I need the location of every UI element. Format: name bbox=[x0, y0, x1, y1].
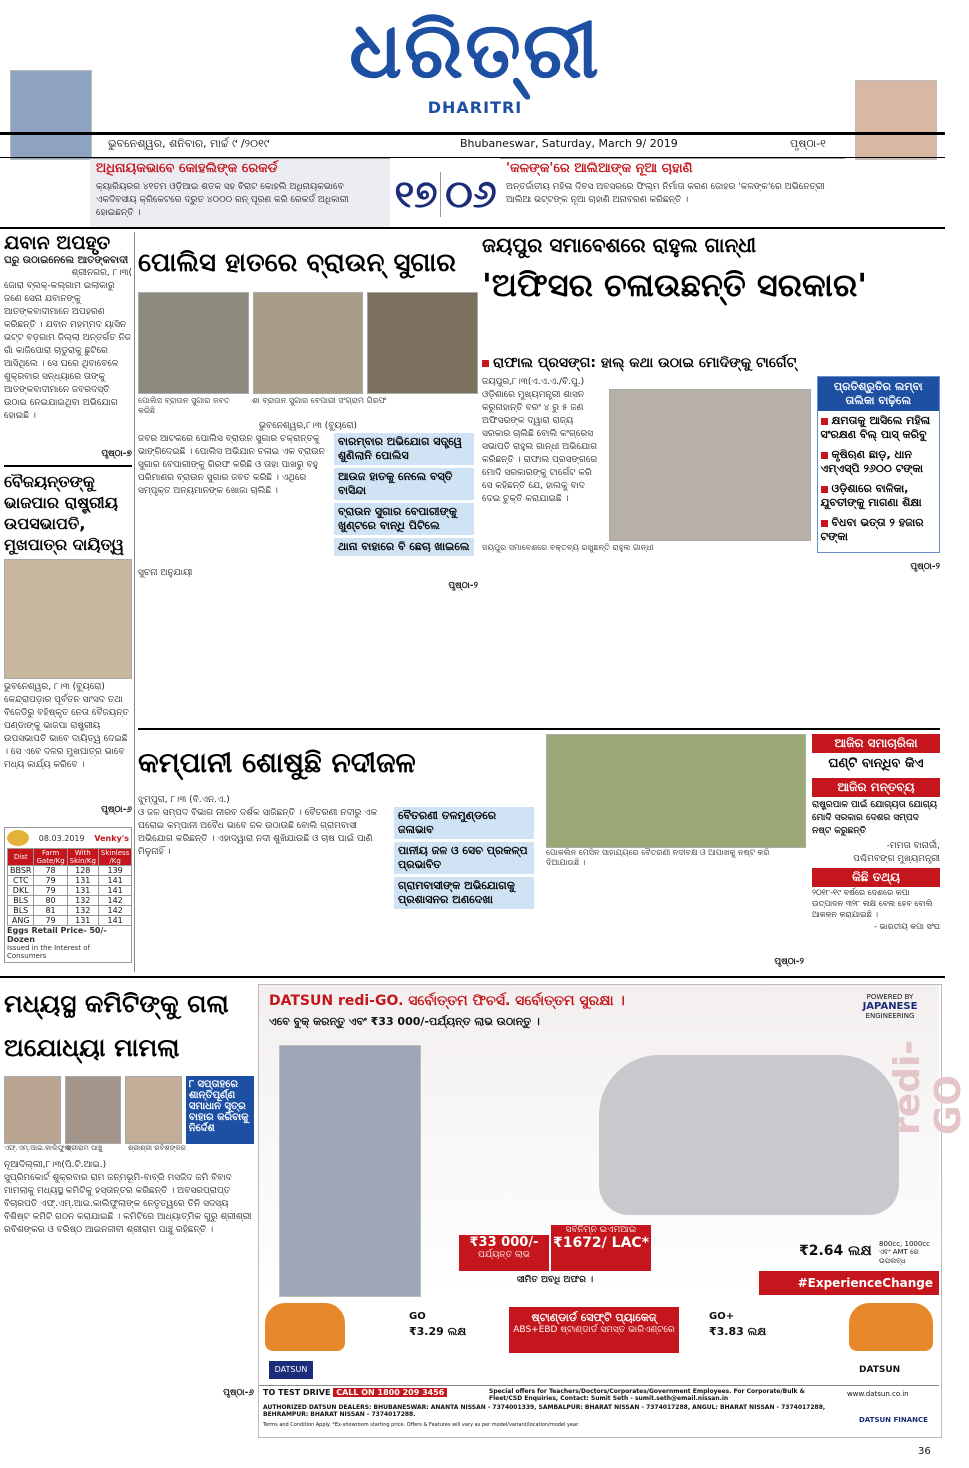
egg-table-cell: DKL bbox=[8, 886, 34, 896]
brown-sugar-photo-1 bbox=[138, 292, 249, 394]
panda-photo bbox=[4, 559, 132, 679]
company-highlight: ବୈତରଣୀ ତଳମୁଣ୍ଡରେ ଜଳାଭାବ bbox=[394, 807, 534, 839]
egg-rate-table bbox=[7, 848, 132, 926]
story2-dateline: ଭୁବନେଶ୍ୱର, ୮।୩ (ବ୍ୟୁରୋ) bbox=[4, 682, 105, 692]
fact-title: କିଛି ତଥ୍ୟ bbox=[812, 868, 940, 887]
egg-table-cell: 142 bbox=[98, 906, 131, 916]
story1-dateline: ଶ୍ରୀନଗର, ୮।୩( bbox=[71, 268, 132, 278]
engineering-label: ENGINEERING bbox=[865, 1012, 915, 1020]
egg-table-cell: 141 bbox=[98, 916, 131, 926]
rahul-kicker: ଜୟପୁର ସମାବେଶରେ ରାହୁଲ ଗାନ୍ଧୀ bbox=[482, 233, 757, 257]
egg-logo-icon bbox=[7, 830, 29, 846]
egg-table-row bbox=[8, 896, 132, 906]
quote-role: ପଶ୍ଚିମବଙ୍ଗ ମୁଖ୍ୟମନ୍ତ୍ରୀ bbox=[853, 854, 940, 864]
promo-left-page: ୧୭ bbox=[394, 172, 438, 216]
powered-label: POWERED BY bbox=[866, 993, 914, 1001]
egg-table-row bbox=[8, 866, 132, 876]
egg-table-cell: BLS bbox=[8, 896, 34, 906]
ayodhya-page-ref[interactable]: ପୃଷ୍ଠା-୬ bbox=[223, 1388, 254, 1398]
powered-by bbox=[847, 993, 933, 1020]
footer bbox=[0, 1446, 945, 1468]
special-offers: Special offers for Teachers/Doctors/Corporates/Government Employees. For Corporate/Bulk & Fleet/CSD Enquiries, Contact: Sumit Seth - sumit.seth@email.nissan.in bbox=[489, 1388, 805, 1402]
fact-text: ୨୦୧୮-୧୯ ବର୍ଷରେ ଦେଶରେ କପା ଉତ୍ପାଦନ ୩୨୮ ଲକ୍ଷ ବେଲ ହେବ ବୋଲି ଆକଳନ କରାଯାଇଛି । bbox=[812, 888, 933, 919]
brown-sugar-body: ଜବର ଆଟକରେ ପୋଲିସ ବ୍ରାଉନ ସୁଗାର ଚକ୍ରାନ୍ତକୁ ଭାଙ୍ଗିଦେଇଛି । ପୋଲିସ ଅଭିଯାନ ଚଳାଇ ଏକ ବ୍ରାଉନ ସୁଗାର ବେପାରୀଙ୍କୁ ଗିରଫ କରିଛି ଓ ତାହା ପାଖରୁ ବହୁ ପରିମାଣର ବ୍ରାଉନ ସୁଗାର ଜବତ କରିଛି । ଏଥିରେ ସମ୍ପୃକ୍ତ ଅନ୍ୟମାନଙ୍କ ଖୋଜା ଚାଲିଛି । bbox=[138, 434, 325, 496]
egg-table-cell: 79 bbox=[34, 876, 67, 886]
goplus-car-image bbox=[849, 1303, 933, 1351]
car-image bbox=[599, 1055, 899, 1215]
rahul-sidebar-item-text: ଓଡ଼ିଶାରେ ବାଳିକା, ଯୁବତୀଙ୍କୁ ମାଗଣା ଶିକ୍ଷା bbox=[820, 482, 922, 509]
egg-table-header: Skinless /Kg bbox=[98, 849, 131, 866]
test-drive bbox=[263, 1388, 447, 1397]
egg-footer: Eggs Retail Price- 50/-Dozen bbox=[7, 926, 107, 944]
website[interactable]: www.datsun.co.in bbox=[847, 1390, 909, 1398]
brown-sugar-story bbox=[138, 232, 478, 724]
brown-sugar-headline: ପୋଲିସ ହାତରେ ବ୍ରାଉନ୍ ସୁଗାର bbox=[138, 248, 457, 278]
logo bbox=[330, 6, 620, 126]
company-headline: କମ୍ପାନୀ ଶୋଷୁଛି ନଦୀଜଳ bbox=[138, 746, 416, 779]
ad-offer: ଏବେ ବୁକ୍ କରନ୍ତୁ ଏବଂ ₹33 000/-ପର୍ଯ୍ୟନ୍ତ ଲାଭ ଉଠାନ୍ତୁ । bbox=[269, 1015, 540, 1028]
company-caption: ପୋକଲିନ ମେସିନ ସାହାଯ୍ୟରେ ବୈତରଣୀ ନଦୀବକ୍ଷ ଓ ଆପାଖକୁ ନଷ୍ଟ କରି ଦିଆଯାଉଛି । bbox=[546, 848, 770, 867]
rahul-headline: 'ଅଫିସର ଚଳାଉଛନ୍ତି ସରକାର' bbox=[482, 266, 868, 304]
go-label: GO bbox=[409, 1311, 426, 1322]
kalifulla-photo bbox=[4, 1076, 61, 1144]
call-number[interactable]: CALL ON 1800 209 3456 bbox=[333, 1388, 447, 1397]
company-dateline: ଝୁମ୍ପୁରା, ୮।୩ (ବି.ଏନ.ଏ.) bbox=[138, 795, 230, 805]
company-highlight: ପାନୀୟ ଜଳ ଓ ସେଚ ପ୍ରକଳ୍ପ ପ୍ରଭାବିତ bbox=[394, 842, 534, 874]
go-car-image bbox=[265, 1303, 345, 1351]
rahul-body: ଓଡ଼ିଶାରେ ମୁଖ୍ୟମନ୍ତ୍ରୀ ଶାସନ କରୁନାହାନ୍ତି ବରଂ ୪ ରୁ ୫ ଜଣ ଅଫିସରଙ୍କ ଦ୍ୱାରା ରାଜ୍ୟ ସରକାର ଚାଲିଛି ବୋଲି କଂଗ୍ରେସ ସଭାପତି ରାହୁଲ ଗାନ୍ଧୀ ଅଭିଯୋଗ କରିଛନ୍ତି । ରାଫାଲ ପ୍ରସଙ୍ଗରେ ମୋଦି ସରକାରଙ୍କୁ ଟାର୍ଗେଟ କରି ସେ କହିଛନ୍ତି ଯେ, ହାଲକୁ ବାଦ ଦେଇ ଚୁକ୍ତି କରାଯାଇଛି । bbox=[482, 390, 598, 504]
ayodhya-body: ସୁପ୍ରିମକୋର୍ଟ ଶୁକ୍ରବାର ରାମ ଜନ୍ମଭୂମି-ବାବ୍ରି ମସଜିଦ ଜମି ବିବାଦ ମାମଲାକୁ ମଧ୍ୟସ୍ଥ କମିଟିକୁ ହସ୍ତାନ୍ତର କରିଛନ୍ତି । ଅବସରପ୍ରାପ୍ତ ବିଚାରପତି ଏଫ୍.ଏମ୍.ଆଇ.କାଲିଫୁଲାଙ୍କ ନେତୃତ୍ୱରେ ତିନି ସଦସ୍ୟ ବିଶିଷ୍ଟ କମିଟି ଗଠନ କରାଯାଇଛି । କମିଟିରେ ଆଧ୍ୟାତ୍ମିକ ଗୁରୁ ଶ୍ରୀଶ୍ରୀ ରବିଶଙ୍କର ଓ ବରିଷ୍ଠ ଆଇନଜୀବୀ ଶ୍ରୀରାମ ପାଞ୍ଚୁ ରହିଛନ୍ତି । bbox=[4, 1173, 252, 1235]
rahul-sidebar-item-text: ବିଧବା ଭତ୍ତା ୨ ହଜାର ଟଙ୍କା bbox=[820, 516, 924, 543]
emi-label: ସର୍ବନିମ୍ନ ଇଏମଆଇ bbox=[565, 1225, 637, 1235]
ayodhya-caption: ଏଫ୍.ଏମ୍.ଆଇ.କାଲିଫୁଲା bbox=[4, 1144, 71, 1152]
terms: Terms and Condition Apply. *Ex-showroom starting price. Offers & Features will vary as per model/variant/location/model year. bbox=[263, 1422, 580, 1428]
rahul-sidebar-item-text: କୃଷିଋଣ ଛାଡ଼, ଧାନ ଏମ୍ଏସ୍ପି ୨୬୦୦ ଟଙ୍କା bbox=[820, 448, 923, 475]
left-divider bbox=[134, 232, 135, 972]
egg-table-cell: 79 bbox=[34, 886, 67, 896]
ad-bottom-bar bbox=[259, 1385, 939, 1436]
rahul-caption: ଜୟପୁର ସମାବେଶରେ ବକ୍ତବ୍ୟ ରଖୁଛନ୍ତି ରାହୁଲ ଗାନ୍ଧୀ bbox=[482, 543, 654, 552]
egg-table-header: Dist bbox=[8, 849, 34, 866]
brown-sugar-page-ref[interactable]: ପୃଷ୍ଠା-୨ bbox=[448, 581, 478, 591]
egg-table-cell: 131 bbox=[67, 916, 98, 926]
safety-sub: ABS+EBD ଷ୍ଟାଣ୍ଡାର୍ଡ ସମସ୍ତ ଭାରିଏଣ୍ଟରେ bbox=[513, 1325, 675, 1335]
promo-right-text: ଅନ୍ତର୍ଜାତୀୟ ମହିଳା ଦିବସ ଅବସରରେ ଫିଲ୍ମ ନିର୍ମାତା କରଣ ଜୋହର 'କଳଙ୍କ'ରେ ଅଭିନେତ୍ରୀ ଆଲିଆ ଭଟ୍ଟଙ୍କ ନୂଆ ଚାହାଣି ଅନାବରଣ କରିଛନ୍ତି । bbox=[506, 182, 825, 205]
ayodhya-caption: ଶ୍ରୀଶ୍ରୀ ରବିଶଙ୍କର bbox=[128, 1144, 186, 1152]
egg-table-cell: 79 bbox=[34, 916, 67, 926]
egg-table-row bbox=[8, 916, 132, 926]
egg-table-cell: 132 bbox=[67, 896, 98, 906]
date-odia: ଭୁବନେଶ୍ୱର, ଶନିବାର, ମାର୍ଚ୍ଚ ୯ /୨୦୧୯ bbox=[108, 137, 270, 150]
ayodhya-dateline: ନୂଆଦିଲ୍ଲୀ,୮।୩(ପି.ଟି.ଆଇ.) bbox=[4, 1160, 107, 1170]
brown-sugar-highlight: ବାରମ୍ବାର ଅଭିଯୋଗ ସତ୍ତ୍ୱେ ଶୁଣିଲାନି ପୋଲିସ bbox=[334, 433, 474, 465]
brown-sugar-highlights bbox=[334, 433, 474, 563]
brown-sugar-caption-1: ପୋଲିସ ବ୍ରାଉନ ସୁଗାର ଜବତ କରିଛି bbox=[138, 396, 230, 415]
ayodhya-caption: ଶ୍ରୀରାମ ପାଞ୍ଚୁ bbox=[66, 1144, 103, 1152]
ad-redigo-vertical: redi-GO bbox=[887, 1039, 969, 1135]
emi-amount: ₹1672/ LAC* bbox=[552, 1235, 650, 1251]
list-bullet-icon bbox=[821, 486, 828, 493]
rahul-subhead-text: ରାଫାଲ ପ୍ରସଙ୍ଗ: ହାଲ୍ କଥା ଉଠାଇ ମୋଦିଙ୍କୁ ଟାର୍ଗେଟ୍ bbox=[493, 355, 797, 371]
samacharika-text[interactable]: ଘଣ୍ଟି ବାନ୍ଧିବ କିଏ bbox=[828, 756, 924, 771]
egg-note: Issued in the Interest of Consumers bbox=[7, 944, 91, 960]
subhead-bullet-icon bbox=[482, 360, 489, 367]
story2-body: କେନ୍ଦ୍ରାପଡ଼ାର ପୂର୍ବତନ ସାଂସଦ ତଥା ବିଜେଡିରୁ ବହିଷ୍କୃତ ନେତା ବୈଜୟନ୍ତ ପଣ୍ଡାଙ୍କୁ ଭାଜପା ରାଷ୍ଟ୍ରୀୟ ଉପସଭାପତି ଭାବେ ଦାୟିତ୍ୱ ଦେଇଛି । ସେ ଏବେ ଦଳର ମୁଖପାତ୍ର ଭାବେ ମଧ୍ୟ କାର୍ଯ୍ୟ କରିବେ । bbox=[4, 695, 129, 770]
safety-title: ଷ୍ଟାଣ୍ଡାର୍ଡ ସେଫ୍ଟି ପ୍ୟାକେଜ୍ bbox=[531, 1311, 657, 1324]
egg-table-row bbox=[8, 886, 132, 896]
limited-offer: ସୀମିତ ଅବଧି ଅଫର । bbox=[516, 1275, 594, 1285]
panchu-photo bbox=[65, 1076, 122, 1144]
egg-table-cell: 141 bbox=[98, 886, 131, 896]
finance: DATSUN FINANCE bbox=[859, 1416, 928, 1424]
go-price: ₹3.29 ଲକ୍ଷ bbox=[409, 1325, 467, 1338]
rahul-photo bbox=[609, 389, 811, 541]
story1-body: ଜୋରା ବ୍ଲକ୍-କଲ୍ଗାମ ଇଲାକାରୁ ଜଣେ ସେନା ଯବାନଙ୍କୁ ଆତଙ୍କବାଦୀମାନେ ଅପହରଣ କରିଛନ୍ତି । ଯବାନ ମହମ୍ମଦ ୟାସିନ ଭଟ୍ଟ ବଡ଼ଗାମ ଜିଲ୍ଲା ଅନ୍ତର୍ଗତ ନିଜ ଗାଁ କାଜିପୋରା ଚାଡୁରାକୁ ଛୁଟିରେ ଆସିଥିଲେ । ସେ ଘରେ ଥିବାବେଳେ ଶୁକ୍ରବାର ସନ୍ଧ୍ୟାରେ ତାଙ୍କୁ ଆତଙ୍କବାଦୀମାନେ ଜବରଦସ୍ତି ଉଠାଇ ନେଇଯାଇଥିବା ଅଭିଯୋଗ ହୋଇଛି । bbox=[4, 281, 132, 421]
brown-sugar-reporter: ସୁଚନା ଅନୁଯାୟୀ bbox=[138, 568, 193, 578]
egg-table-cell: 78 bbox=[34, 866, 67, 876]
egg-table-cell: BLS bbox=[8, 906, 34, 916]
egg-rate-box bbox=[4, 827, 132, 963]
story2-headline: ବୈଜୟନ୍ତଙ୍କୁ ଭାଜପାର ରାଷ୍ଟ୍ରୀୟ ଉପସଭାପତି, ମୁଖପାତ୍ର ଦାୟିତ୍ୱ bbox=[4, 472, 125, 554]
left-column bbox=[4, 232, 132, 972]
promo-left-text: କ୍ୟାରିୟରର ୪୧ତମ ଓଡ଼ିଆଇ ଶତକ ସହ ବିରାଟ କୋହଲି ଅଧିନାୟକଭାବେ ଏକଦିବସୀୟ କ୍ରିକେଟରେ ଦ୍ରୁତ ୪୦୦୦ ରନ୍ ପୂରଣ କରି ରେକର୍ଡ ଅଧିକାରୀ ହୋଇଛନ୍ତି । bbox=[96, 182, 349, 218]
safety-box bbox=[509, 1307, 679, 1353]
ad-title bbox=[269, 993, 789, 1009]
egg-table-cell: 80 bbox=[34, 896, 67, 906]
price-note: 800cc, 1000cc ଏବଂ AMT ରେ ଉପଲବ୍ଧ bbox=[879, 1240, 931, 1265]
river-photo bbox=[546, 734, 806, 848]
egg-table-cell: 131 bbox=[67, 886, 98, 896]
right-sidebar bbox=[812, 734, 940, 972]
story1-subhead: ଘରୁ ଉଠାଇନେଲେ ଆତଙ୍କବାଦୀ bbox=[4, 255, 129, 266]
test-drive-label: TO TEST DRIVE bbox=[263, 1388, 331, 1397]
benefit-sub: ପର୍ଯ୍ୟନ୍ତ ଲାଭ bbox=[478, 1250, 530, 1260]
egg-table-cell: 142 bbox=[98, 896, 131, 906]
quote: ରାଷ୍ଟ୍ରପାଳ ପାଇଁ ଯୋଗ୍ୟତା ଯୋଗ୍ୟ ମୋଦି ସରକାର ଦେଶର ସମ୍ପଦ ନଷ୍ଟ କରୁଛନ୍ତି bbox=[812, 800, 938, 836]
dealers: AUTHORIZED DATSUN DEALERS: BHUBANESWAR: ANANTA NISSAN - 7374001339, SAMBALPUR: BHARAT NISSAN - 7374017288, ANGUL: BHARAT NISSAN - 7374017288, BEHRAMPUR: BHARAT NISSAN - 7374017288. bbox=[263, 1404, 826, 1418]
promo-divider bbox=[0, 227, 945, 229]
datsun-logo: DATSUN bbox=[269, 1361, 313, 1379]
company-body: ଓ ଜଳ ସମ୍ପଦ ବିଭାଗ ନୀରବ ଦର୍ଶକ ସାଜିଛନ୍ତି । ବୈତରଣୀ ନଦୀରୁ ଏକ ଘରୋଇ କମ୍ପାନୀ ଅବୈଧ ଭାବେ ଜଳ ଉଠାଉଛି ବୋଲି ଗ୍ରାମବାସୀ ଅଭିଯୋଗ କରିଛନ୍ତି । ଏହାଦ୍ୱାରା ନଦୀ ଶୁଖିଯାଉଛି ଓ ଚାଷ ପାଇଁ ପାଣି ମିଳୁନାହିଁ । bbox=[138, 808, 378, 857]
promo-left-title: ଅଧିନାୟକଭାବେ କୋହଲିଙ୍କ ରେକର୍ଡ bbox=[96, 161, 278, 176]
company-highlight: ଗ୍ରାମବାସୀଙ୍କ ଅଭିଯୋଗକୁ ପ୍ରଶାସନର ଅଣଦେଖା bbox=[394, 877, 534, 909]
quote-by: -ମମତା ବାନାର୍ଜୀ, bbox=[886, 841, 940, 851]
egg-table-header: With Skin/Kg bbox=[67, 849, 98, 866]
egg-table-row bbox=[8, 906, 132, 916]
fact-source: - ଭାରତୀୟ କପା ସଂଘ bbox=[874, 922, 940, 931]
brown-sugar-dateline: ଭୁବନେଶ୍ୱର,୮।୩ (ବ୍ୟୁରୋ) bbox=[258, 421, 358, 431]
mantabya-title: ଆଜିର ମନ୍ତବ୍ୟ bbox=[812, 778, 940, 797]
rahul-sidebar-item bbox=[818, 411, 939, 445]
rahul-sidebar-item bbox=[818, 445, 939, 479]
promo-left[interactable] bbox=[90, 158, 390, 227]
brown-sugar-photo-2 bbox=[253, 292, 364, 394]
list-bullet-icon bbox=[821, 520, 828, 527]
egg-table-cell: 141 bbox=[98, 876, 131, 886]
datsun-ad[interactable] bbox=[258, 984, 969, 1438]
list-bullet-icon bbox=[821, 418, 828, 425]
story1-headline: ଯବାନ ଅପହୃତ bbox=[4, 232, 111, 254]
company-story bbox=[138, 734, 808, 972]
japanese-label: JAPANESE bbox=[862, 1001, 918, 1012]
ravishankar-photo bbox=[125, 1076, 182, 1144]
brown-sugar-caption-2: ଶା ବ୍ରାଉନ ସୁଗାର ବେପାରୀ ସଂଗ୍ରାମ ଗିରଫ bbox=[252, 396, 387, 405]
rahul-subhead bbox=[482, 352, 940, 374]
egg-table-header: Farm Gate/Kg bbox=[34, 849, 67, 866]
logo-latin: DHARITRI bbox=[427, 98, 523, 117]
egg-table-cell: BBSR bbox=[8, 866, 34, 876]
ayodhya-headline: ମଧ୍ୟସ୍ଥ କମିଟିଙ୍କୁ ଗଲା ଅଯୋଧ୍ୟା ମାମଲା bbox=[4, 989, 229, 1062]
date-english: Bhubaneswar, Saturday, March 9/ 2019 bbox=[460, 137, 678, 150]
brown-sugar-highlight: ବ୍ରାଉନ ସୁଗାର ବେପାରୀଙ୍କୁ ଖୁଣ୍ଟରେ ବାନ୍ଧି ପିଟିଲେ bbox=[334, 503, 474, 535]
ad-tagline: ସର୍ବୋତ୍ତମ ଫିଚର୍ସ. ସର୍ବୋତ୍ତମ ସୁରକ୍ଷା । bbox=[408, 993, 625, 1009]
datsun-right: DATSUN bbox=[859, 1365, 901, 1375]
egg-table-cell: 81 bbox=[34, 906, 67, 916]
company-page-ref[interactable]: ପୃଷ୍ଠା-୨ bbox=[774, 957, 804, 967]
rahul-sidebar-item-text: କ୍ଷମତାକୁ ଆସିଲେ ମହିଳା ସଂରକ୍ଷଣ ବିଲ୍ ପାସ୍ କରିବୁ bbox=[820, 414, 931, 441]
benefit-amount: ₹33 000/- bbox=[469, 1235, 539, 1250]
promo-right[interactable] bbox=[500, 158, 845, 227]
egg-table-cell: CTC bbox=[8, 876, 34, 886]
ayodhya-story bbox=[4, 982, 254, 1442]
page-label: ପୃଷ୍ଠା-୧ bbox=[790, 137, 826, 150]
rahul-sidebar-item bbox=[818, 479, 939, 513]
logo-odia: ଧରିତ୍ରୀ bbox=[349, 6, 601, 96]
rahul-sidebar bbox=[817, 376, 940, 553]
promo-right-page: ୦୬ bbox=[440, 172, 501, 217]
brown-sugar-photo-3 bbox=[367, 292, 478, 394]
goplus-label: GO+ bbox=[709, 1311, 735, 1322]
brown-sugar-highlight: ଥାନା ବାହାରେ ବି ଛେଚା ଖାଇଲେ bbox=[334, 538, 474, 556]
ayodhya-box: ୮ ସପ୍ତାହରେ ଶାନ୍ତିପୂର୍ଣ୍ଣ ସମାଧାନ ସୂତ୍ର ବାହାର କରିବାକୁ ନିର୍ଦ୍ଦେଶ bbox=[186, 1076, 254, 1144]
egg-table-row bbox=[8, 876, 132, 886]
egg-table-cell: 128 bbox=[67, 866, 98, 876]
list-bullet-icon bbox=[821, 452, 828, 459]
hashtag-bar: #ExperienceChange bbox=[759, 1271, 939, 1295]
rahul-sidebar-title: ପ୍ରତିଶ୍ରୁତିର ଲମ୍ବା ତାଲିକା ବାଢ଼ିଲେ bbox=[818, 377, 939, 411]
story1-page-ref[interactable]: ପୃଷ୍ଠା-୭ bbox=[101, 449, 132, 459]
page-number: 36 bbox=[918, 1446, 931, 1457]
rahul-page-ref[interactable]: ପୃଷ୍ଠା-୨ bbox=[910, 562, 940, 572]
emi-box bbox=[551, 1225, 651, 1271]
benefit-box bbox=[459, 1235, 549, 1271]
masthead bbox=[0, 0, 945, 158]
rahul-dateline: ଜୟପୁର,୮।୩(ଏ.ଏ.ଏ./ବି.ପୁ.) bbox=[482, 377, 585, 387]
ad-brand: DATSUN redi-GO. bbox=[269, 993, 404, 1009]
aamir-photo bbox=[279, 1045, 421, 1297]
egg-date: 08.03.2019 bbox=[38, 833, 85, 843]
egg-table-cell: ANG bbox=[8, 916, 34, 926]
rahul-story bbox=[482, 232, 940, 724]
lower-divider bbox=[0, 976, 945, 978]
brown-sugar-highlight: ଆଉଜ ହାତକୁ ନେଲେ ବସ୍ତି ବାସିନ୍ଦା bbox=[334, 468, 474, 500]
samacharika-title: ଆଜିର ସମାଚାରିକା bbox=[812, 734, 940, 753]
egg-brand: Venky's bbox=[94, 833, 129, 843]
egg-table-cell: 131 bbox=[67, 876, 98, 886]
story2-page-ref[interactable]: ପୃଷ୍ଠା-୬ bbox=[101, 805, 132, 815]
price-main: ₹2.64 ଲକ୍ଷ bbox=[799, 1243, 872, 1259]
goplus-price: ₹3.83 ଲକ୍ଷ bbox=[709, 1325, 767, 1338]
rahul-sidebar-item bbox=[818, 513, 939, 547]
promo-right-title: 'କଳଙ୍କ'ରେ ଆଲିଆଙ୍କ ନୂଆ ଚାହାଣି bbox=[506, 161, 693, 176]
egg-table-cell: 132 bbox=[67, 906, 98, 916]
mid-divider bbox=[138, 728, 940, 730]
egg-table-cell: 139 bbox=[98, 866, 131, 876]
date-row bbox=[0, 132, 945, 158]
